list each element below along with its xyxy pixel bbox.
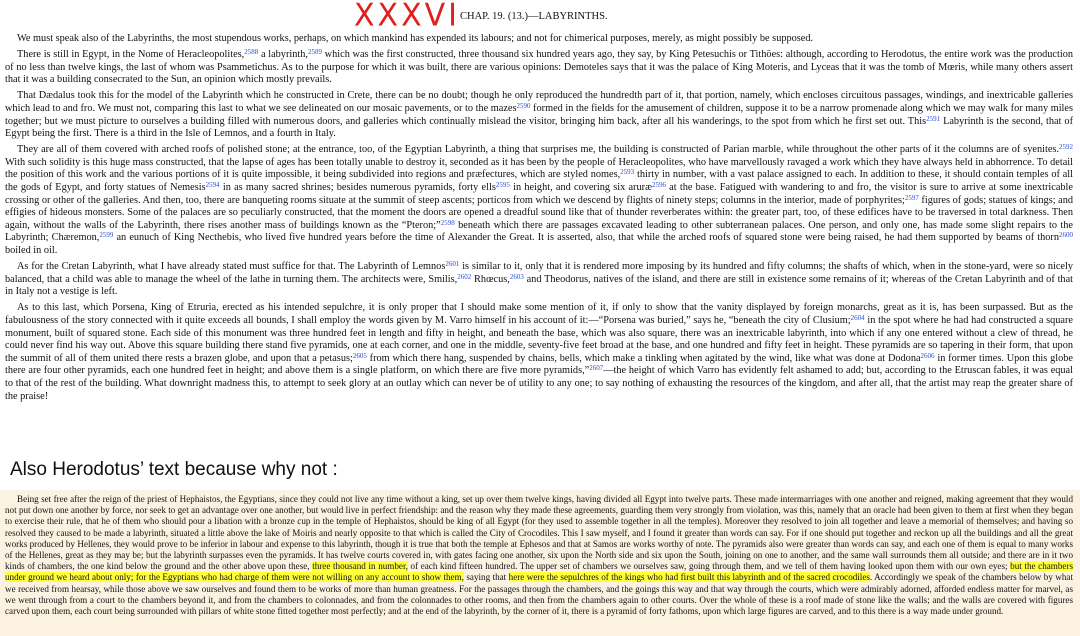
pliny-text [5, 33, 1073, 407]
footnote-link[interactable]: 2604 [850, 313, 865, 322]
footnote-link[interactable]: 2598 [440, 218, 455, 227]
text-run: They are all of them covered with arched roofs of polished stone; at the entrance, too, of the Egyptian Labyrinth, a thing that surprises me, the building is constructed of Parian marble, while throughout the other parts of it the columns are of syenites. [17, 144, 1059, 156]
text-run: in height, and covering six aruræ [509, 182, 652, 194]
footnote-link[interactable]: 2591 [926, 114, 941, 123]
text-run: and Theodorus, natives of the island, and there are still in existence some remains of it; whereas of the Cretan Labyrinth and of that in Italy not a vestige is left. [5, 273, 1074, 298]
text-run: —the height of which Varro has evidently felt ashamed to add; but, according to the Etruscan fables, it was equal to that of the rest of the building. What downright madness this, to attempt to seek glory at an outlay which can never be of utility to any one; to say nothing of exhausting the resources of the kingdom, and after all, that the artist may reap the greater share of the praise! [5, 365, 1073, 402]
text-run: a labyrinth, [258, 49, 308, 61]
text-run: figures of gods; statues of kings; and effigies of hideous monsters. Some of the palaces are so peculiarly constructed, that the moment the doors are opened a dreadful sound like that of thunder reverberates within: the greater part, too, of these edifices have to be traversed in total darkness. Then again, without the walls of the Labyrinth, there rises another mass of buildings known as the “Pteron;” [5, 194, 1074, 231]
text-run: which was the first constructed, three thousand six hundred years ago, they say, by King Petesuchis or Tithöes: although, according to Herodotus, the entire work was the production of no less than twelve kings, the last of whom was Psammetichus. As to the purpose for which it was built, there are various opinions: Demoteles says that it was the palace of King Moteris, and Lyceas that it was the tomb of Mœris, while many others assert that it was a building consecrated to the Sun, an opinion which mostly prevails. [5, 49, 1073, 86]
text-run: There is still in Egypt, in the Nome of Heracleopolites, [17, 49, 245, 61]
footnote-link[interactable]: 2602 [457, 272, 472, 281]
text-run: Labyrinth is the second, that of Egypt being the first. There is a third in the Isle of Lemnos, and a fourth in Italy. [5, 115, 1074, 140]
text-run: thirty in number, with a vast palace assigned to each. In addition to these, it should contain temples of all the gods of Egypt, and forty statues of Nemesis [5, 169, 1074, 194]
herodotus-excerpt [0, 490, 1080, 636]
footnote-link[interactable]: 2605 [352, 351, 367, 360]
footnote-link[interactable]: 2592 [1059, 143, 1073, 152]
highlighted-text: here were the sepulchres of the kings who had first built this labyrinth and of the sacred crocodiles [508, 572, 870, 583]
text-run: of each kind fifteen hundred. The upper set of chambers we ourselves saw, going through them, and we tell of them having looked upon them with our own eyes; [407, 561, 1011, 572]
text-run: That Dædalus took this for the model of the Labyrinth which he constructed in Crete, there can be no doubt; though he only reproduced the hundredth part of it, that portion, namely, which encloses circuitous passages, windings, and inextricable galleries which lead to and fro. We must not, comparing this last to what we see delineated on our mosaic pavements, or to the mazes [5, 90, 1073, 114]
footnote-link[interactable]: 2588 [244, 48, 259, 57]
footnote-link[interactable]: 2590 [516, 101, 531, 110]
text-run: in former times. Upon this globe there are four other pyramids, each one hundred feet in height; and above them is a single platform, on which there are five more pyramids,” [5, 352, 1073, 377]
text-run: With such solidity is this huge mass constructed, that the lapse of ages has been totally unable to destroy it, seconded as it has been by the people of Heracleopolites, who have marvellously ravaged a work which they have always held in abhorrence. To detail the position of this work and the various portions of it is quite impossible, it being subdivided into regions and præfectures, which are styled nomes, [5, 156, 1073, 181]
footnote-link[interactable]: 2594 [205, 181, 220, 190]
footnote-link[interactable]: 2607 [589, 364, 604, 373]
paragraph [5, 261, 1073, 299]
footnote-link[interactable]: 2593 [620, 168, 635, 177]
footnote-link[interactable]: 2601 [445, 260, 460, 269]
text-run: from which there hang, suspended by chains, bells, which make a tinkling when agitated by the wind, like what was done at Dodona [366, 352, 921, 364]
paragraph [5, 302, 1073, 403]
paragraph [5, 49, 1073, 87]
text-run: . Accordingly we speak of the chambers below by what we received from hearsay, while those above we saw ourselves and found them to be works of more than human greatness. For the passages through the chambers, and the goings this way and that way through the courts, which were admirably adorned, afforded endless matter for marvel, as we went through from a court to the chambers beyond it, and from the chambers to colonnades, and from the colonnades to other rooms, and then from the chambers again to other courts. Over the whole of these is a roof made of stone like the walls; and the walls are covered with figures carved upon them, each court being surrounded with pillars of white stone fitted together most perfectly; and at the end of the labyrinth, by the corner of it, there is a pyramid of forty fathoms, upon which large figures are carved, and to this there is a way made under ground. [5, 572, 1073, 617]
text-run: As for the Cretan Labyrinth, what I have already stated must suffice for that. The Labyrinth of Lemnos [17, 261, 446, 273]
footnote-link[interactable]: 2600 [1059, 231, 1073, 240]
paragraph [5, 90, 1073, 140]
footnote-link[interactable]: 2589 [307, 48, 322, 57]
text-run: formed in the fields for the amusement of children, suppose it to be a narrow promenade along which we may walk for many miles together; but we must picture to ourselves a building filled with numerous doors, and galleries which continually mislead the visitor, bringing him back, after all his wanderings, to the spot from which he first set out. This [5, 102, 1073, 127]
highlighted-text: but the chambers under ground we heard about only; for the Egyptians who had charge of them were not willing on any account to show them, [5, 561, 1074, 583]
footnote-link[interactable]: 2595 [495, 181, 510, 190]
text-run: As to this last, which Porsena, King of Etruria, erected as his intended sepulchre, it is only proper that I should make some mention of it, if only to show that the vanity displayed by foreign monarchs, great as it is, has been surpassed. But as the fabulousness of the story connected with it quite exceeds all bounds, I shall employ the words given by M. Varro himself in his account of it:—“Porsena was buried,” says he, “beneath the city of Clusium; [5, 302, 1073, 326]
text-run: saying that [463, 572, 509, 583]
footnote-link[interactable]: 2603 [509, 272, 524, 281]
footnote-link[interactable]: 2599 [99, 231, 114, 240]
highlighted-text: three thousand in number, [312, 561, 408, 572]
text-run: at the base. Fatigued with wandering to and fro, the visitor is sure to arrive at some inextricable crossing or other of the galleries. And then, too, there are banqueting rooms situate at the summit of steep ascents; porticos from which we descend by flights of ninety steps; columns in the interior, made of porphyrites; [5, 182, 1073, 206]
footnote-link[interactable]: 2606 [920, 351, 935, 360]
paragraph [5, 144, 1073, 257]
text-run: in the spot where he had had constructed a square monument, built of squared stone. Each side of this monument was three hundred feet in length and fifty in height, and beneath the base, which was also square, there was an inextricable labyrinth, into which if any one entered without a clew of thread, he could never find his way out. Above this square building there stand five pyramids, one at each corner, and one in the middle, seventy-five feet broad at the base, and one hundred and fifty feet in height. These pyramids are so tapering in their form, that upon the summit of all of them united there rests a brazen globe, and upon that a petasus; [5, 314, 1073, 364]
handwritten-annotation: XXXVI [354, 0, 461, 34]
chapter-heading: CHAP. 19. (13.)—LABYRINTHS. [460, 11, 608, 22]
text-run: Rhœcus, [471, 273, 510, 285]
footnote-link[interactable]: 2596 [651, 181, 666, 190]
text-run: an eunuch of King Necthebis, who lived five hundred years before the time of Alexander the Great. It is asserted, also, that while the arched roofs of squared stone were being raised, he had them supported by beams of thorn [113, 232, 1059, 244]
text-run: We must speak also of the Labyrinths, the most stupendous works, perhaps, on which mankind has expended its labours; and not for chimerical purposes, merely, as might possibly be supposed. [17, 33, 814, 44]
footnote-link[interactable]: 2597 [904, 193, 919, 202]
paragraph [5, 33, 1073, 46]
text-run: in as many sacred shrines; besides numerous pyramids, forty ells [219, 182, 496, 194]
text-run: Being set free after the reign of the priest of Hephaistos, the Egyptians, since they could not live any time without a king, set up over them twelve kings, having divided all Egypt into twelve parts. These made intermarriages with one another and reigned, making agreement that they would not put down one another by force, nor seek to get an advantage over one another, but would live in perfect friendship: and the reason why they made these agreements, guarding them very strongly from violation, was this, namely that an oracle had been given to them at first when they began to exercise their rule, that he of them who should pour a libation with a bronze cup in the temple of Hephaistos, should be king of all Egypt (for they used to assemble together in all the temples). Moreover they resolved to join all together and leave a memorial of themselves; and having so resolved they caused to be made a labyrinth, situated a little above the lake of Moiris and nearly opposite to that which is called the City of Crocodiles. This I saw myself, and I found it greater than words can say. For if one should put together and reckon up all the buildings and all the great works produced by Hellenes, they would prove to be inferior in labour and expense to this labyrinth, though it is true that both the temple at Ephesos and that at Samos are works worthy of note. The pyramids also were greater than words can say, and each one of them is equal to many works of the Hellenes, great as they may be; but the labyrinth surpasses even the pyramids. It has twelve courts covered in, with gates facing one another, six upon the North side and six upon the South, joining on one to another, and the same wall surrounds them all outside; and there are in it two kinds of chambers, the one kind below the ground and the other above upon these, [5, 494, 1073, 572]
herodotus-text [0, 490, 1080, 617]
text-run: is similar to it, only that it is rendered more imposing by its hundred and fifty columns; the shafts of which, when in the stone-yard, were so nicely balanced, that a child was able to manage the wheel of the lathe in turning them. The architects were, Smilis, [5, 261, 1074, 285]
text-run: beneath which there are passages excavated leading to other subterranean palaces. One person, and only one, has made some slight repairs to the Labyrinth; Chæremon, [5, 219, 1073, 244]
text-run: boiled in oil. [5, 245, 58, 256]
caption: Also Herodotus’ text because why not : [10, 459, 338, 480]
